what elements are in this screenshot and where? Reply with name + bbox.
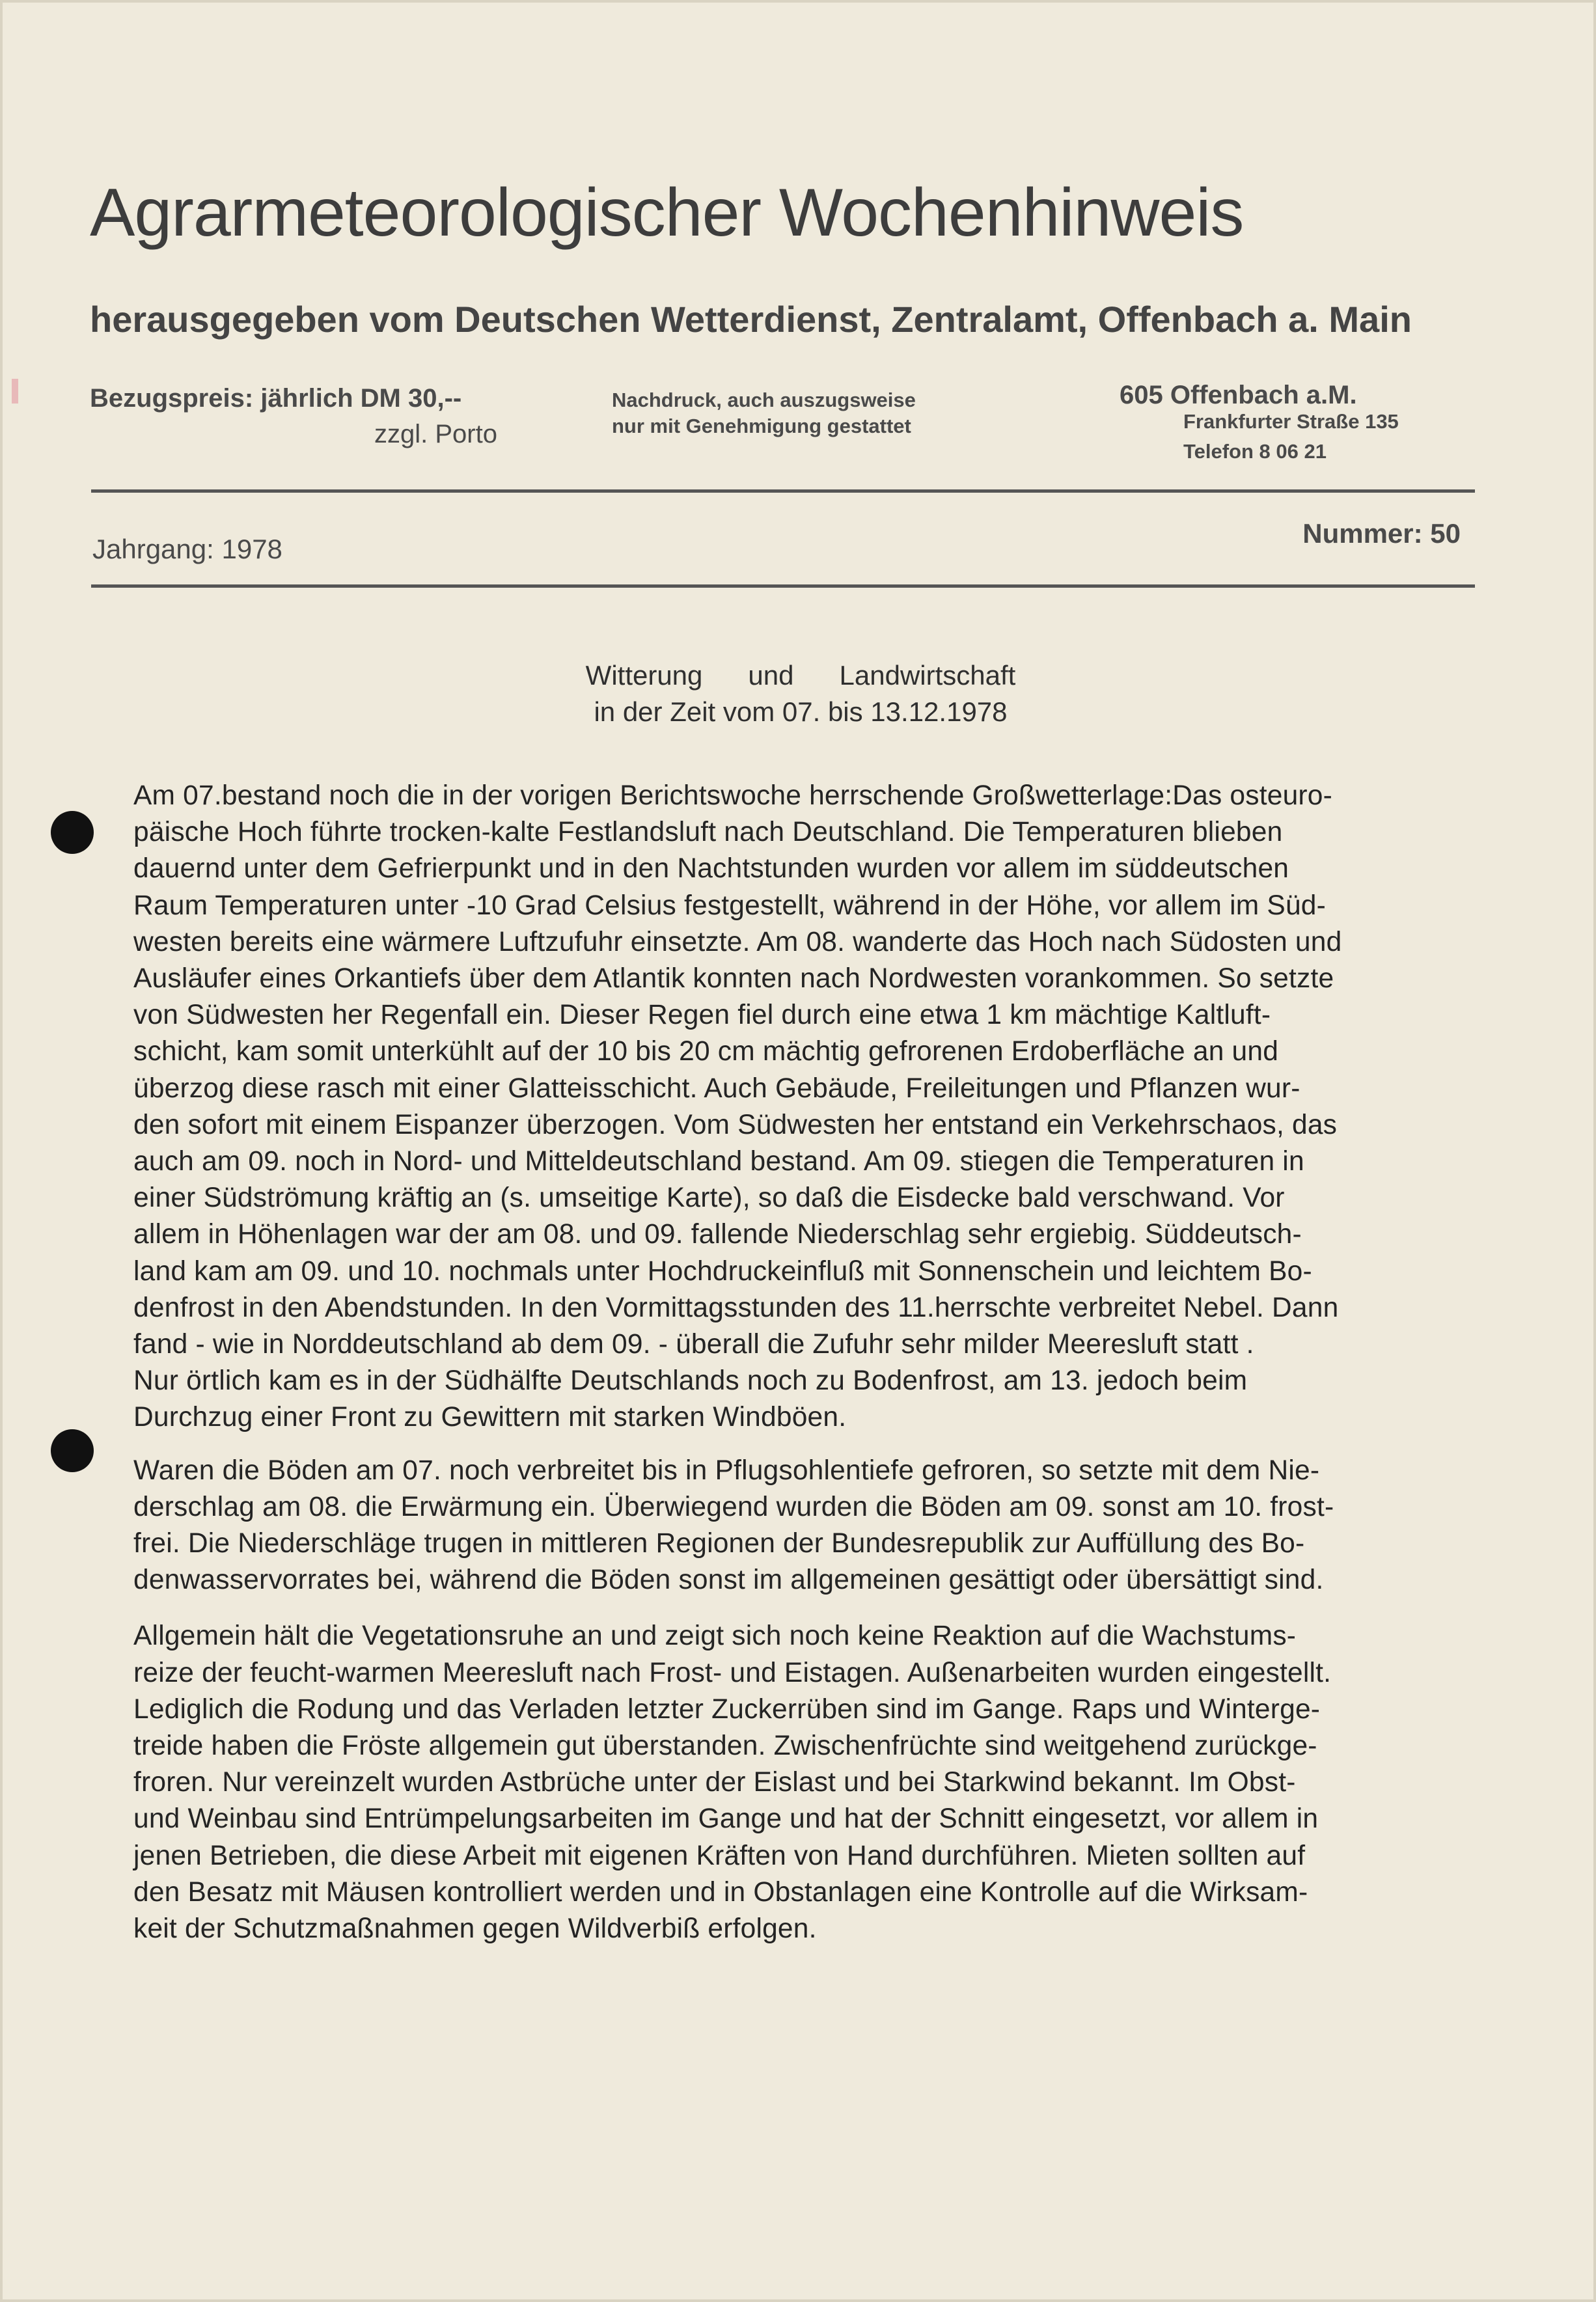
reprint-note	[612, 387, 916, 439]
report-heading-period: in der Zeit vom 07. bis 13.12.1978	[594, 696, 1008, 727]
text-line: Nur örtlich kam es in der Südhälfte Deutschlands noch zu Bodenfrost, am 13. jedoch beim	[133, 1365, 1248, 1397]
text-line: überzog diese rasch mit einer Glatteisschicht. Auch Gebäude, Freileitungen und Pflanzen wur-	[133, 1073, 1300, 1104]
text-line: schicht, kam somit unterkühlt auf der 10 bis 20 cm mächtig gefrorenen Erdoberfläche an und	[133, 1036, 1279, 1067]
text-line: reize der feucht-warmen Meeresluft nach Frost- und Eistagen. Außenarbeiten wurden eingestellt.	[133, 1657, 1332, 1688]
postage-note: zzgl. Porto	[374, 420, 497, 448]
text-line: land kam am 09. und 10. nochmals unter Hochdruckeinfluß mit Sonnenschein und leichtem Bo-	[133, 1255, 1312, 1287]
text-line: von Südwesten her Regenfall ein. Dieser Regen fiel durch eine etwa 1 km mächtige Kaltluft-	[133, 1000, 1271, 1031]
address-street: Frankfurter Straße 135	[1183, 410, 1399, 433]
text-line: Durchzug einer Front zu Gewittern mit starken Windböen.	[133, 1402, 847, 1433]
text-line: den sofort mit einem Eispanzer überzogen. Vom Südwesten her entstand ein Verkehrschaos, das	[133, 1109, 1338, 1140]
text-line: allem in Höhenlagen war der am 08. und 09. fallende Niederschlag sehr ergiebig. Süddeutsch-	[133, 1219, 1302, 1250]
paragraph-soils	[133, 1453, 1468, 1599]
issue-number: Nummer: 50	[1302, 518, 1461, 549]
volume-year: Jahrgang: 1978	[92, 534, 282, 564]
text-line: auch am 09. noch in Nord- und Mitteldeutschland bestand. Am 09. stiegen die Temperaturen in	[133, 1146, 1304, 1177]
text-line: Raum Temperaturen unter -10 Grad Celsius festgestellt, während in der Höhe, vor allem im Süd-	[133, 890, 1326, 921]
text-line: Allgemein hält die Vegetationsruhe an und zeigt sich noch keine Reaktion auf die Wachstums-	[133, 1621, 1297, 1652]
text-line: denfrost in den Abendstunden. In den Vormittagsstunden des 11.herrschte verbreitet Nebel. Dann	[133, 1292, 1339, 1323]
text-line: dauernd unter dem Gefrierpunkt und in den Nachtstunden wurden vor allem im süddeutschen	[133, 853, 1289, 884]
paragraph-spacer	[133, 1598, 1468, 1618]
report-heading	[325, 657, 1276, 730]
margin-mark	[12, 379, 18, 404]
text-line: Am 07.bestand noch die in der vorigen Berichtswoche herrschende Großwetterlage:Das osteuro-	[133, 780, 1332, 811]
document-title: Agrarmeteorologischer Wochenhinweis	[90, 175, 1244, 251]
text-line: Lediglich die Rodung und das Verladen letzter Zuckerrüben sind im Gange. Raps und Winterge-	[133, 1693, 1321, 1725]
subscription-price: Bezugspreis: jährlich DM 30,--	[90, 384, 462, 413]
text-line: denwasservorrates bei, während die Böden sonst im allgemeinen gesättigt oder übersättigt sind.	[133, 1565, 1324, 1596]
text-line: frei. Die Niederschläge trugen in mittleren Regionen der Bundesrepublik zur Auffüllung des Bo-	[133, 1528, 1305, 1559]
report-body	[133, 778, 1468, 1947]
text-line: päische Hoch führte trocken-kalte Festlandsluft nach Deutschland. Die Temperaturen blieben	[133, 817, 1283, 848]
publisher-line: herausgegeben vom Deutschen Wetterdienst, Zentralamt, Offenbach a. Main	[90, 299, 1412, 340]
text-line: fand - wie in Norddeutschland ab dem 09. - überall die Zufuhr sehr milder Meeresluft statt .	[133, 1329, 1254, 1360]
text-line: Waren die Böden am 07. noch verbreitet bis in Pflugsohlentiefe gefroren, so setzte mit dem Nie-	[133, 1455, 1320, 1486]
punch-hole-bottom	[51, 1429, 94, 1472]
paragraph-spacer	[133, 1436, 1468, 1453]
address-city: 605 Offenbach a.M.	[1120, 381, 1357, 409]
text-line: keit der Schutzmaßnahmen gegen Wildverbiß erfolgen.	[133, 1913, 817, 1945]
report-heading-title: Witterung und Landwirtschaft	[585, 660, 1016, 691]
reprint-note-line-1: Nachdruck, auch auszugsweise	[612, 389, 916, 411]
text-line: westen bereits eine wärmere Luftzufuhr einsetzte. Am 08. wanderte das Hoch nach Südosten und	[133, 926, 1342, 957]
paragraph-weather	[133, 778, 1468, 1436]
text-line: Ausläufer eines Orkantiefs über dem Atlantik konnten nach Nordwesten vorankommen. So setzte	[133, 963, 1334, 994]
text-line: froren. Nur vereinzelt wurden Astbrüche unter der Eislast und bei Starkwind bekannt. Im Obst-	[133, 1767, 1296, 1798]
text-line: den Besatz mit Mäusen kontrolliert werden und in Obstanlagen eine Kontrolle auf die Wirksam-	[133, 1876, 1308, 1908]
address-phone: Telefon 8 06 21	[1183, 440, 1327, 463]
header-rule-top	[91, 489, 1475, 493]
text-line: jenen Betrieben, die diese Arbeit mit eigenen Kräften von Hand durchführen. Mieten sollten auf	[133, 1840, 1306, 1871]
text-line: einer Südströmung kräftig an (s. umseitige Karte), so daß die Eisdecke bald verschwand. Vor	[133, 1183, 1285, 1214]
text-line: treide haben die Fröste allgemein gut überstanden. Zwischenfrüchte sind weitgehend zurückge-	[133, 1731, 1317, 1762]
reprint-note-line-2: nur mit Genehmigung gestattet	[612, 415, 911, 437]
paragraph-vegetation	[133, 1618, 1468, 1947]
header-rule-bottom	[91, 584, 1475, 588]
text-line: und Weinbau sind Entrümpelungsarbeiten im Gange und hat der Schnitt eingesetzt, vor allem in	[133, 1803, 1319, 1835]
punch-hole-top	[51, 811, 94, 854]
text-line: derschlag am 08. die Erwärmung ein. Überwiegend wurden die Böden am 09. sonst am 10. frost-	[133, 1491, 1334, 1522]
